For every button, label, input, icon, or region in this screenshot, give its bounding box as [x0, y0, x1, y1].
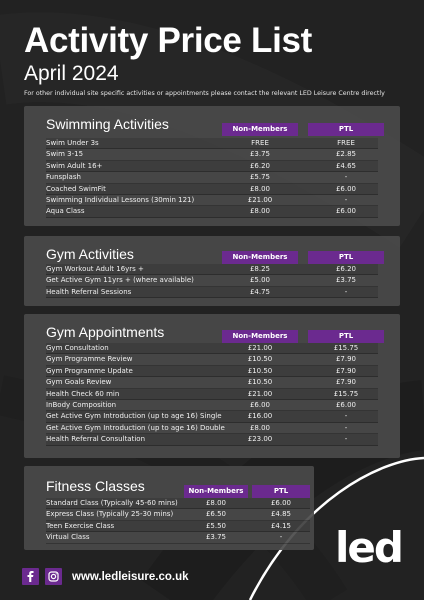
activity-name: Coached SwimFit: [46, 184, 106, 193]
ptl-price: -: [344, 173, 348, 182]
ptl-price: FREE: [337, 139, 355, 147]
website-link[interactable]: www.ledleisure.co.uk: [72, 570, 189, 583]
non-members-price: £5.75: [249, 173, 271, 182]
activity-name: Swim Under 3s: [46, 139, 99, 147]
table-row: [46, 411, 378, 422]
activity-name: Get Active Gym Introduction (up to age 16) Single: [46, 412, 222, 421]
non-members-price: FREE: [251, 139, 269, 147]
logo-text: led: [335, 523, 402, 570]
gym-panel: [24, 236, 400, 306]
non-members-price: £5.00: [249, 276, 271, 285]
ptl-price: £7.90: [335, 366, 357, 375]
activity-name: InBody Composition: [46, 400, 117, 409]
activity-name: Standard Class (Typically 45-60 mins): [46, 499, 178, 507]
non-members-price: £16.00: [247, 412, 273, 421]
table-row: [46, 521, 310, 532]
non-members-price: £10.50: [247, 366, 273, 375]
gym-rows: [46, 264, 378, 298]
header: [24, 22, 312, 86]
table-row: [46, 343, 378, 354]
activity-name: Gym Consultation: [46, 344, 109, 352]
activity-name: Health Referral Sessions: [46, 287, 132, 296]
ptl-header: PTL: [308, 123, 384, 136]
swimming-rows: [46, 138, 378, 218]
ptl-price: £6.20: [335, 265, 357, 273]
activity-name: Gym Programme Review: [46, 355, 133, 364]
activity-name: Gym Programme Update: [46, 366, 133, 375]
section-title: Gym Appointments: [46, 324, 165, 340]
activity-name: Express Class (Typically 25-30 mins): [46, 510, 174, 519]
activity-name: Swim Adult 16+: [46, 161, 103, 170]
ptl-price: £2.85: [335, 150, 357, 159]
ptl-price: £7.90: [335, 355, 357, 364]
ptl-price: £15.75: [333, 344, 359, 352]
non-members-price: £21.00: [247, 195, 273, 204]
page-title: Activity Price List: [24, 21, 313, 60]
fitness-panel: [24, 466, 314, 550]
ptl-price: -: [344, 423, 348, 432]
section-title: Gym Activities: [46, 246, 134, 262]
non-members-price: £10.50: [247, 355, 273, 364]
non-members-price: £3.75: [205, 533, 227, 542]
table-row: [46, 149, 378, 160]
table-row: [46, 434, 378, 445]
ptl-price: £7.90: [335, 378, 357, 387]
table-row: [46, 138, 378, 149]
ptl-price: £3.75: [335, 276, 357, 285]
ptl-price: -: [344, 195, 348, 204]
activity-name: Get Active Gym Introduction (up to age 16) Double: [46, 423, 225, 432]
activity-name: Virtual Class: [46, 533, 90, 542]
section-title: Swimming Activities: [46, 116, 169, 132]
non-members-price: £6.00: [249, 400, 271, 409]
table-row: [46, 161, 378, 172]
instagram-icon[interactable]: [45, 568, 62, 585]
footer: [22, 568, 189, 585]
led-logo: [333, 522, 407, 574]
ptl-price: -: [344, 435, 348, 444]
activity-name: Health Check 60 min: [46, 389, 120, 398]
non-members-header: Non-Members: [222, 123, 298, 136]
non-members-header: Non-Members: [184, 485, 248, 498]
ptl-price: -: [279, 533, 283, 542]
intro-text: For other individual site specific activities or appointments please contact the relevant LED Leisure Centre directly: [24, 90, 385, 97]
table-row: [46, 400, 378, 411]
table-row: [46, 287, 378, 298]
non-members-price: £3.75: [249, 150, 271, 159]
section-title: Fitness Classes: [46, 478, 145, 494]
ptl-header: PTL: [308, 330, 384, 343]
activity-name: Gym Workout Adult 16yrs +: [46, 265, 144, 273]
activity-name: Aqua Class: [46, 207, 85, 216]
appointments-panel: [24, 314, 400, 458]
ptl-price: £4.15: [270, 521, 292, 530]
non-members-price: £5.50: [205, 521, 227, 530]
facebook-icon[interactable]: [22, 568, 39, 585]
non-members-price: £21.00: [247, 389, 273, 398]
non-members-header: Non-Members: [222, 251, 298, 264]
non-members-price: £8.00: [249, 423, 271, 432]
activity-name: Swimming Individual Lessons (30min 121): [46, 195, 195, 204]
non-members-price: £21.00: [247, 344, 273, 352]
non-members-price: £23.00: [247, 435, 273, 444]
non-members-price: £8.25: [249, 265, 271, 273]
table-row: [46, 206, 378, 217]
non-members-price: £4.75: [249, 287, 271, 296]
non-members-price: £8.00: [249, 207, 271, 216]
table-row: [46, 264, 378, 275]
table-row: [46, 532, 310, 543]
activity-name: Swim 3-15: [46, 150, 84, 159]
activity-name: Get Active Gym 11yrs + (where available): [46, 276, 194, 285]
table-row: [46, 423, 378, 434]
table-row: [46, 509, 310, 520]
table-row: [46, 184, 378, 195]
ptl-header: PTL: [252, 485, 310, 498]
non-members-price: £6.50: [205, 510, 227, 519]
fitness-rows: [46, 498, 310, 544]
non-members-price: £10.50: [247, 378, 273, 387]
table-row: [46, 377, 378, 388]
activity-name: Health Referral Consultation: [46, 435, 146, 444]
non-members-price: £8.00: [249, 184, 271, 193]
table-row: [46, 498, 310, 509]
ptl-price: £4.65: [335, 161, 357, 170]
non-members-price: £6.20: [249, 161, 271, 170]
ptl-price: £6.00: [335, 207, 357, 216]
non-members-header: Non-Members: [222, 330, 298, 343]
appointments-rows: [46, 343, 378, 446]
table-row: [46, 275, 378, 286]
swimming-panel: [24, 106, 400, 226]
ptl-price: £6.00: [335, 184, 357, 193]
table-row: [46, 195, 378, 206]
table-row: [46, 172, 378, 183]
ptl-price: -: [344, 287, 348, 296]
ptl-price: £6.00: [270, 499, 292, 507]
ptl-price: £6.00: [335, 400, 357, 409]
activity-name: Teen Exercise Class: [46, 521, 115, 530]
page-subtitle: April 2024: [24, 62, 119, 85]
activity-name: Gym Goals Review: [46, 378, 112, 387]
ptl-price: £4.85: [270, 510, 292, 519]
table-row: [46, 389, 378, 400]
table-row: [46, 354, 378, 365]
ptl-price: £15.75: [333, 389, 359, 398]
ptl-header: PTL: [308, 251, 384, 264]
ptl-price: -: [344, 412, 348, 421]
activity-name: Funsplash: [46, 173, 81, 182]
non-members-price: £8.00: [205, 499, 227, 507]
table-row: [46, 366, 378, 377]
